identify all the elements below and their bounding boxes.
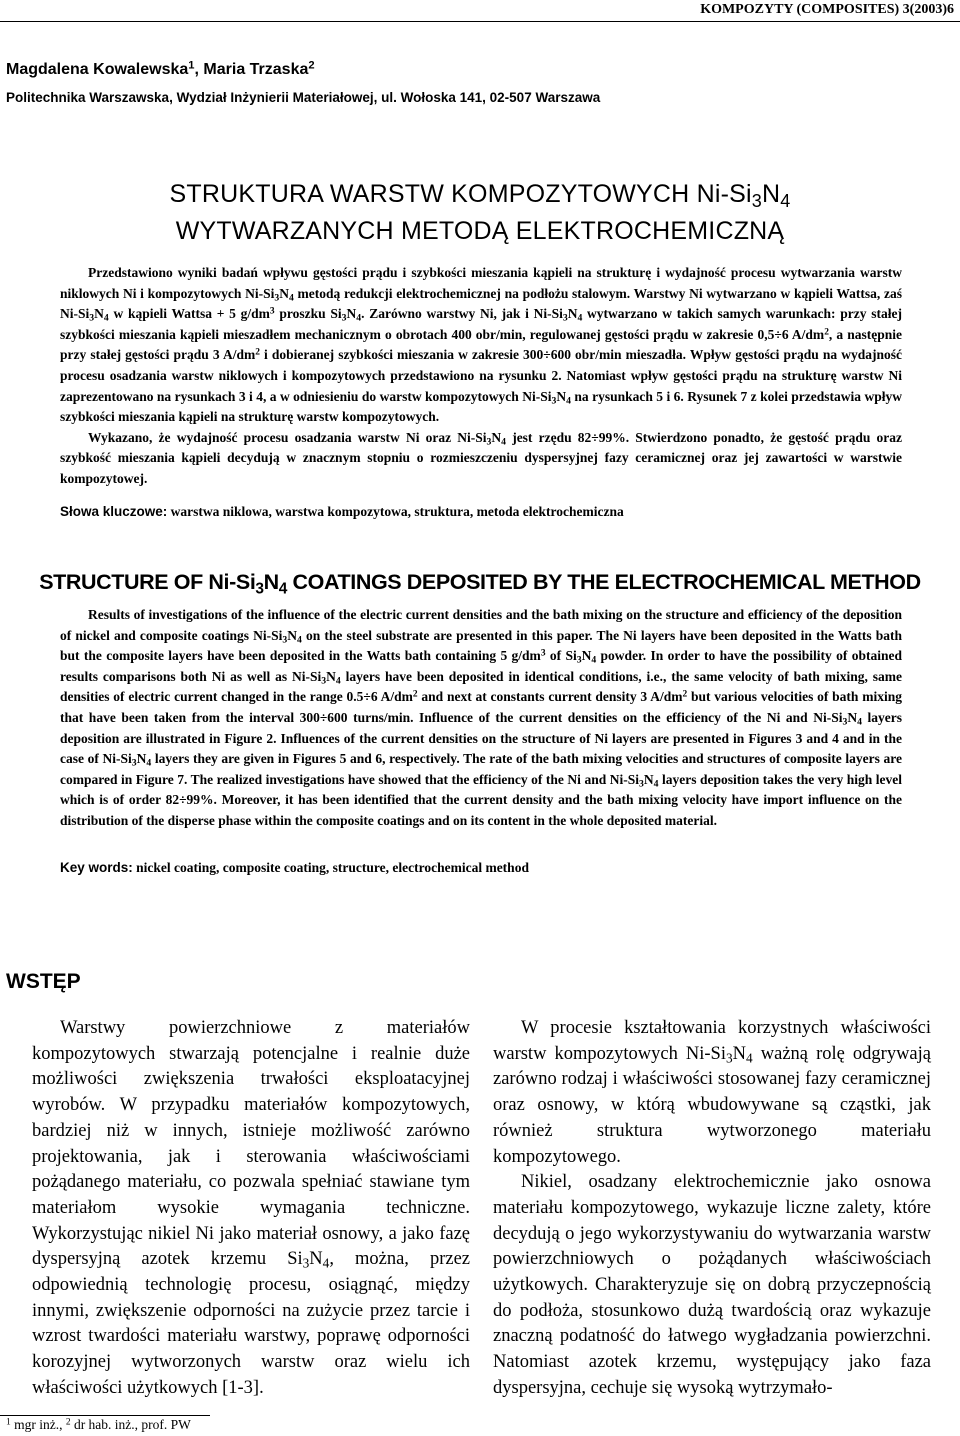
keywords-pl <box>60 504 624 520</box>
body-paragraph: Nikiel, osadzany elektrochemicznie jako osnowa materiału kompozytowego, wykazuje liczne zalety, które decydują o jego wykorzystywaniu do wytwarzania warstw powierzchniowych o pożądanych właściwościach użytkowych. Charakteryzuje się on dobrą przyczepnością do podłoża, stosunkowo dużą twardością oraz wykazuje znaczną podatność do łatwego wygładzania powierzchni. Natomiast azotek krzemu, występujący jako faza dyspersyjna, cechuje się wysoką wytrzymało- <box>493 1172 931 1398</box>
keywords-en-label: Key words: <box>60 860 133 875</box>
title-pl-text: STRUKTURA WARSTW KOMPOZYTOWYCH Ni-Si <box>169 180 752 208</box>
authors <box>6 61 315 79</box>
abstract-pl <box>60 263 902 490</box>
title-pl-line-1 <box>0 180 960 212</box>
title-pl-sub: 4 <box>780 191 791 212</box>
title-pl-text: N <box>761 180 781 208</box>
keywords-pl-text: warstwa niklowa, warstwa kompozytowa, struktura, metoda elektrochemiczna <box>170 504 624 519</box>
body-column-left <box>32 1016 470 1402</box>
title-pl-line-2: WYTWARZANYCH METODĄ ELEKTROCHEMICZNĄ <box>175 217 785 245</box>
footnote: $^1$ mgr inż., $^2$ dr hab. inż., prof. PW <box>6 1417 191 1432</box>
abstract-pl-paragraph-2: Wykazano, że wydajność procesu osadzania warstw Ni oraz $Ni-Si_3N_4$ jest rzędu 82÷99%. Stwierdzono ponadto, że gęstość prądu oraz szybkość mieszania kąpieli decydują w znacznym stopniu o rozmieszczeniu dyspersyjnej fazy ceramicznej oraz jej zawartości w warstwie kompozytowej. <box>60 429 902 486</box>
journal-header: KOMPOZYTY (COMPOSITES) 3(2003)6 <box>700 2 954 17</box>
abstract-en-paragraph: Results of investigations of the influence of the electric current densities and the bath mixing on the structure and efficiency of the deposition of nickel and composite coatings $Ni-Si_3N_4$ on the steel substrate are presented in this paper. The Ni layers have been deposited in the Watts bath but the composite layers have been deposited in the Watts bath containing 5 $g/dm^3$ of $Si_3N_4$ powder. In order to have the possibility of obtained results comparisons both Ni as well as $Ni-Si_3N_4$ layers have been deposited in identical conditions, i.e., the same velocity of bath mixing, same densities of electric current changed in the range 0.5÷6 $A/dm^2$ and next at constants current density 3 $A/dm^2$ but various velocities of bath mixing that have been taken from the interval 300÷600 turns/min. Influence of the current densities on the efficiency of the Ni and $Ni-Si_3N_4$ layers deposition are illustrated in Figure 2. Influences of the current densities on the structure of Ni layers are presented in Figures 3 and 4 and in the case of $Ni-Si_3N_4$ layers they are given in Figures 5 and 6, respectively. The rate of the bath mixing velocities and structures of composite layers are compared in Figure 7. The realized investigations have showed that the efficiency of the Ni and $Ni-Si_3N_4$ layers deposition takes the very high level which is of order 82÷99%. Moreover, it has been identified that the current density and the bath mixing velocity have import influence on the distribution of the disperse phase within the composite coatings and on its content in the whole deposited material. <box>60 607 903 828</box>
keywords-en <box>60 860 529 876</box>
keywords-en-text: nickel coating, composite coating, structure, electrochemical method <box>136 860 529 875</box>
title-pl-sub: 3 <box>751 191 762 212</box>
author-2-affil: 2 <box>308 59 315 72</box>
affiliation: Politechnika Warszawska, Wydział Inżynierii Materiałowej, ul. Wołoska 141, 02-507 Warszawa <box>6 90 601 105</box>
abstract-pl-paragraph-1: Przedstawiono wyniki badań wpływu gęstości prądu i szybkości mieszania kąpieli na strukturę i wydajność procesu wytwarzania warstw niklowych Ni i kompozytowych $Ni-Si_3N_4$ metodą redukcji elektrochemicznej na podłożu stalowym. Warstwy Ni wytwarzano w kąpieli Wattsa, zaś $Ni-Si_3N_4$ w kąpieli Wattsa + 5 $g/dm^3$ proszku $Si_3N_4$. Zarówno warstwy Ni, jak i $Ni-Si_3N_4$ wytwarzano w takich samych warunkach: przy stałej szybkości mieszania kąpieli mieszadłem mechanicznym o obrotach 400 obr/min, regulowanej gęstości prądu w zakresie 0,5÷6 $A/dm^2$, a następnie przy stałej gęstości prądu 3 $A/dm^2$ i dobieranej szybkości mieszania w zakresie 300÷600 obr/min mieszadła. Wpływ gęstości prądu na wydajność procesu osadzania warstw niklowych i kompozytowych przedstawiono na rysunku 2. Natomiast wpływ gęstości prądu na strukturę warstw Ni zaprezentowano na rysunkach 3 i 4, a w odniesieniu do warstw kompozytowych $Ni-Si_3N_4$ na rysunkach 5 i 6. Rysunek 7 z kolei przedstawia wpływ szybkości mieszania kąpieli na strukturę warstw kompozytowych. <box>60 265 902 425</box>
author-1-affil: 1 <box>188 59 195 72</box>
title-en: STRUCTURE OF $Ni-Si_3N_4$ COATINGS DEPOSITED BY THE ELECTROCHEMICAL METHOD <box>39 570 921 598</box>
author-sep: , <box>194 61 204 78</box>
author-1: Magdalena Kowalewska <box>6 61 189 78</box>
footnote-rule <box>0 1415 210 1416</box>
body-paragraph: Warstwy powierzchniowe z materiałów kompozytowych stwarzają potencjalne i realnie duże możliwości zwiększenia trwałości eksploatacyjnej wyrobów. W przypadku materiałów kompozytowych, bardziej niż w innych, istnieje możliwość zarówno projektowania, jak i sterowania właściwościami pożądanego materiału, co pozwala spełniać stawiane tym materiałom wysokie wymagania techniczne. Wykorzystując nikiel Ni jako materiał osnowy, a jako fazę dyspersyjną azotek krzemu $Si_3N_4$, można, przez odpowiednią technologię procesu, osiągnąć, między innymi, zwiększenie odporności na zużycie przez tarcie i wzrost twardości materiału warstwy, poprawę odporności korozyjnej wytworzonych warstw oraz wielu ich właściwości użytkowych [1-3]. <box>32 1018 470 1398</box>
body-paragraph: W procesie kształtowania korzystnych właściwości warstw kompozytowych $Ni-Si_3N_4$ ważną rolę odgrywają zarówno rodzaj i właściwości stosowanej fazy ceramicznej oraz osnowy, w którą wbudowywane są cząstki, jak również struktura wytworzonego materiału kompozytowego. <box>493 1018 931 1167</box>
keywords-pl-label: Słowa kluczowe: <box>60 504 168 519</box>
author-2: Maria Trzaska <box>203 61 309 78</box>
body-column-right <box>493 1016 931 1402</box>
header-rule <box>0 21 960 22</box>
section-heading-wstep: WSTĘP <box>6 970 81 993</box>
abstract-en <box>60 605 902 832</box>
